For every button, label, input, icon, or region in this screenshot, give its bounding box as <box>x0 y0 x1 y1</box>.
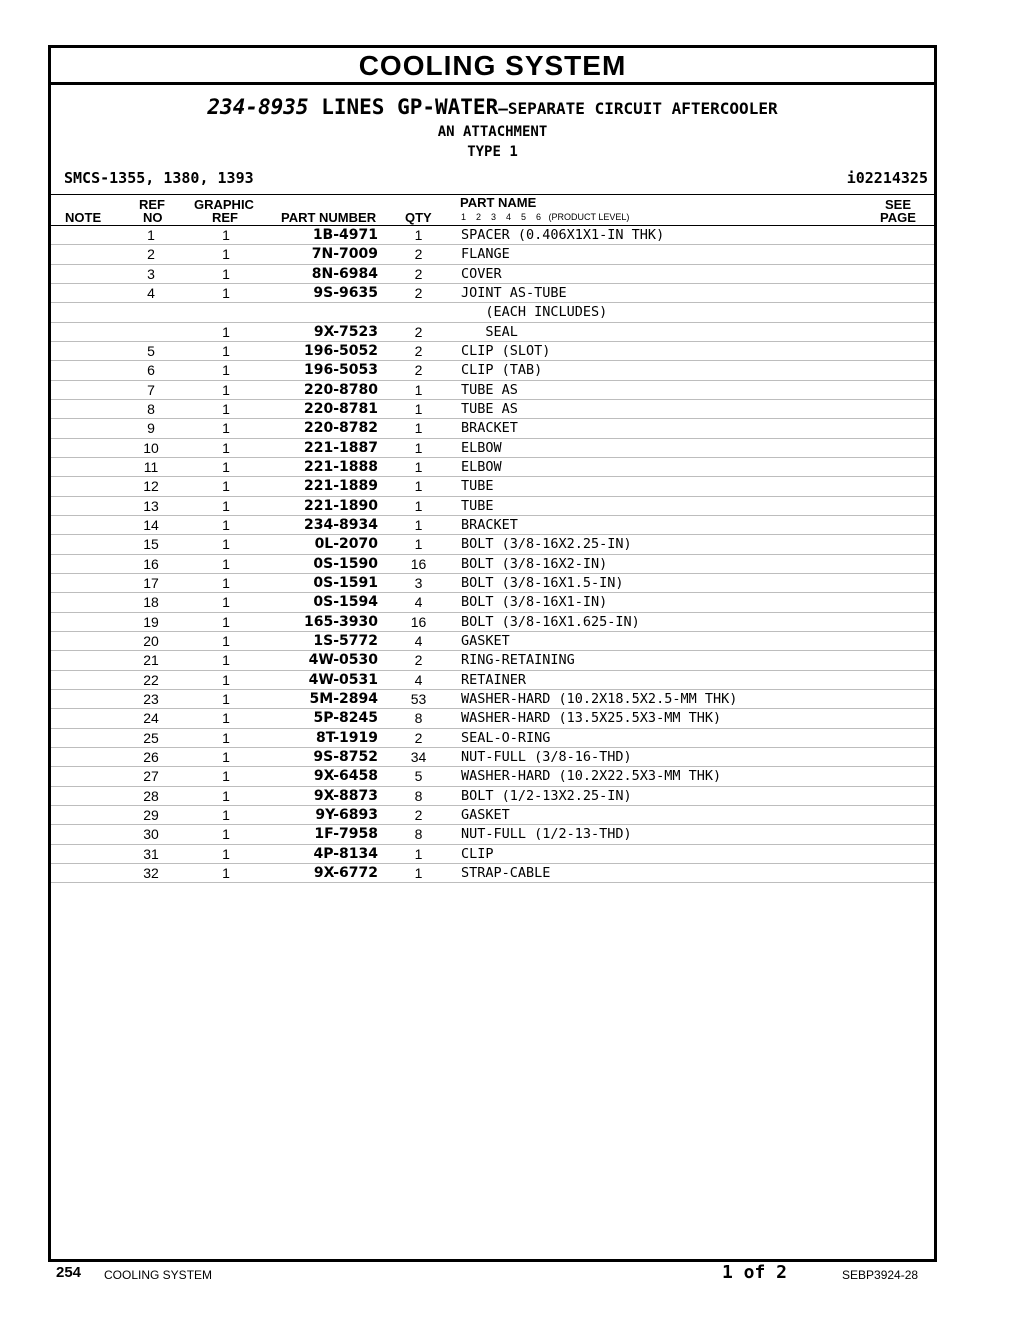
table-row <box>51 381 934 400</box>
table-row <box>51 748 934 767</box>
ref-no: 21 <box>143 652 159 669</box>
footer-sheet: 1 of 2 <box>722 1262 788 1283</box>
table-row <box>51 845 934 864</box>
part-number: 0S-1590 <box>313 555 378 572</box>
part-number: 221-1890 <box>304 497 378 514</box>
graphic-ref: 1 <box>222 381 230 398</box>
part-number: 8T-1919 <box>315 729 378 746</box>
col-graphic-bottom: REF <box>212 210 238 225</box>
part-name: CLIP <box>461 845 494 862</box>
qty: 1 <box>414 381 423 398</box>
qty: 2 <box>414 652 423 669</box>
part-number: 4W-0530 <box>308 652 378 669</box>
part-number: 221-1887 <box>304 439 378 456</box>
ref-no: 1 <box>147 227 155 243</box>
qty: 1 <box>414 400 423 417</box>
qty: 3 <box>414 574 423 591</box>
qty: 34 <box>410 748 427 765</box>
ref-no: 14 <box>143 516 159 533</box>
part-name: JOINT AS-TUBE <box>461 284 567 301</box>
part-number: 220-8780 <box>304 381 378 398</box>
qty: 8 <box>414 710 423 727</box>
qty: 2 <box>414 323 423 340</box>
part-name: TUBE AS <box>461 400 518 417</box>
qty: 4 <box>414 594 423 611</box>
part-number: 9S-8752 <box>313 748 378 765</box>
graphic-ref: 1 <box>222 342 230 359</box>
col-product-levels: 1 2 3 4 5 6 (PRODUCT LEVEL) <box>461 212 630 222</box>
part-number: 9X-7523 <box>313 323 378 340</box>
footer-document: SEBP3924-28 <box>842 1268 919 1282</box>
qty: 1 <box>414 497 423 514</box>
part-name: BRACKET <box>461 516 518 533</box>
section-title: COOLING SYSTEM <box>51 48 934 85</box>
ref-no: 8 <box>147 400 155 417</box>
qty: 2 <box>414 246 423 263</box>
part-name: GASKET <box>461 632 510 649</box>
qty: 16 <box>410 613 427 630</box>
part-name: WASHER-HARD (10.2X22.5X3-MM THK) <box>461 768 722 785</box>
col-ref-top: REF <box>139 197 165 212</box>
qty: 1 <box>414 516 423 533</box>
part-name: NUT-FULL (3/8-16-THD) <box>461 748 632 765</box>
page-frame <box>48 45 937 1262</box>
graphic-ref: 1 <box>222 787 230 804</box>
part-name: BOLT (1/2-13X2.25-IN) <box>461 787 632 804</box>
group-header <box>51 94 934 162</box>
part-number: 220-8781 <box>304 400 378 417</box>
part-name: TUBE <box>461 497 494 514</box>
part-name: RETAINER <box>461 671 527 688</box>
graphic-ref: 1 <box>222 323 230 340</box>
graphic-ref: 1 <box>222 768 230 785</box>
group-suffix: —SEPARATE CIRCUIT AFTERCOOLER <box>498 99 778 118</box>
ref-no: 29 <box>143 806 159 823</box>
part-name: FLANGE <box>461 246 510 263</box>
ref-no: 23 <box>143 690 159 707</box>
col-part-name: PART NAME <box>460 195 537 210</box>
col-note: NOTE <box>65 210 102 225</box>
group-line2: AN ATTACHMENT <box>437 124 548 140</box>
part-number: 221-1888 <box>304 458 378 475</box>
part-number: 221-1889 <box>304 478 378 495</box>
col-qty: QTY <box>405 210 432 225</box>
ref-no: 22 <box>143 671 159 688</box>
part-number: 196-5052 <box>304 342 378 359</box>
ref-no: 24 <box>143 710 159 727</box>
ref-no: 28 <box>143 787 159 804</box>
graphic-ref: 1 <box>222 516 230 533</box>
part-name: SEAL <box>461 323 518 340</box>
graphic-ref: 1 <box>222 864 230 881</box>
ref-no: 9 <box>147 420 155 437</box>
ref-no: 10 <box>143 439 159 456</box>
ref-no: 18 <box>143 594 159 611</box>
part-number: 220-8782 <box>304 420 378 437</box>
part-name: (EACH INCLUDES) <box>461 304 608 321</box>
qty: 2 <box>414 342 423 359</box>
ref-no: 25 <box>143 729 159 746</box>
col-see-bottom: PAGE <box>880 210 916 225</box>
table-row <box>51 477 934 496</box>
col-part-number: PART NUMBER <box>281 210 377 225</box>
graphic-ref: 1 <box>222 632 230 649</box>
group-title <box>51 94 934 122</box>
part-name: WASHER-HARD (13.5X25.5X3-MM THK) <box>461 710 722 727</box>
part-number: 9X-6772 <box>313 864 378 881</box>
graphic-ref: 1 <box>222 729 230 746</box>
qty: 16 <box>410 555 427 572</box>
qty: 1 <box>414 227 423 243</box>
qty: 4 <box>414 671 423 688</box>
ref-no: 12 <box>143 478 159 495</box>
ref-no: 26 <box>143 748 159 765</box>
qty: 1 <box>414 458 423 475</box>
graphic-ref: 1 <box>222 690 230 707</box>
ref-no: 17 <box>143 574 159 591</box>
table-row <box>51 497 934 516</box>
graphic-ref: 1 <box>222 748 230 765</box>
table-row <box>51 613 934 632</box>
ref-no: 5 <box>147 342 155 359</box>
qty: 1 <box>414 864 423 881</box>
qty: 2 <box>414 284 423 301</box>
part-name: TUBE <box>461 478 494 495</box>
part-number: 5P-8245 <box>313 710 378 727</box>
column-header <box>51 194 934 226</box>
part-name: BOLT (3/8-16X2.25-IN) <box>461 536 632 553</box>
part-number: 8N-6984 <box>311 265 378 282</box>
group-line3: TYPE 1 <box>467 144 518 160</box>
part-name: BOLT (3/8-16X2-IN) <box>461 555 608 572</box>
smcs-codes: SMCS-1355, 1380, 1393 <box>64 169 254 187</box>
graphic-ref: 1 <box>222 671 230 688</box>
table-row <box>51 284 934 303</box>
ref-no: 19 <box>143 613 159 630</box>
table-row <box>51 593 934 612</box>
graphic-ref: 1 <box>222 284 230 301</box>
part-name: SEAL-O-RING <box>461 729 551 746</box>
table-row <box>51 555 934 574</box>
graphic-ref: 1 <box>222 400 230 417</box>
table-row <box>51 439 934 458</box>
graphic-ref: 1 <box>222 478 230 495</box>
part-name: CLIP (TAB) <box>461 362 543 379</box>
ref-no: 3 <box>147 265 155 282</box>
qty: 53 <box>410 690 427 707</box>
part-name: SPACER (0.406X1X1-IN THK) <box>461 227 665 243</box>
part-number: 1F-7958 <box>314 826 378 843</box>
graphic-ref: 1 <box>222 227 230 243</box>
part-number: 196-5053 <box>304 362 378 379</box>
table-row <box>51 323 934 342</box>
col-ref-bottom: NO <box>143 210 163 225</box>
ref-no: 13 <box>143 497 159 514</box>
table-row <box>51 400 934 419</box>
qty: 1 <box>414 845 423 862</box>
part-name: BOLT (3/8-16X1.5-IN) <box>461 574 624 591</box>
graphic-ref: 1 <box>222 555 230 572</box>
table-row <box>51 574 934 593</box>
qty: 4 <box>414 632 423 649</box>
part-name: ELBOW <box>461 458 502 475</box>
qty: 1 <box>414 478 423 495</box>
part-name: NUT-FULL (1/2-13-THD) <box>461 826 632 843</box>
qty: 1 <box>414 536 423 553</box>
graphic-ref: 1 <box>222 246 230 263</box>
table-row <box>51 516 934 535</box>
graphic-ref: 1 <box>222 710 230 727</box>
table-row <box>51 806 934 825</box>
part-number: 0S-1594 <box>313 594 378 611</box>
table-row <box>51 671 934 690</box>
part-number: 9S-9635 <box>313 284 378 301</box>
ref-no: 31 <box>143 845 159 862</box>
table-row <box>51 690 934 709</box>
qty: 2 <box>414 729 423 746</box>
graphic-ref: 1 <box>222 420 230 437</box>
graphic-ref: 1 <box>222 439 230 456</box>
col-graphic-top: GRAPHIC <box>194 197 254 212</box>
graphic-ref: 1 <box>222 613 230 630</box>
part-number: 234-8934 <box>304 516 378 533</box>
ref-no: 4 <box>147 284 155 301</box>
part-number: 165-3930 <box>304 613 378 630</box>
part-number: 1S-5772 <box>313 632 378 649</box>
ref-no: 7 <box>147 381 155 398</box>
page-footer <box>0 1264 1020 1288</box>
table-row <box>51 419 934 438</box>
part-number: 7N-7009 <box>311 246 378 263</box>
table-row <box>51 767 934 786</box>
graphic-ref: 1 <box>222 574 230 591</box>
part-name: WASHER-HARD (10.2X18.5X2.5-MM THK) <box>461 690 738 707</box>
part-name: TUBE AS <box>461 381 518 398</box>
footer-page-number: 254 <box>56 1264 82 1281</box>
part-number: 0S-1591 <box>313 574 378 591</box>
ref-no: 20 <box>143 632 159 649</box>
table-row <box>51 825 934 844</box>
part-number: 4W-0531 <box>308 671 378 688</box>
ref-no: 16 <box>143 555 159 572</box>
part-number: 9Y-6893 <box>315 806 378 823</box>
ref-no: 2 <box>147 246 155 263</box>
table-row <box>51 535 934 554</box>
graphic-ref: 1 <box>222 362 230 379</box>
graphic-ref: 1 <box>222 536 230 553</box>
qty: 8 <box>414 787 423 804</box>
qty: 8 <box>414 826 423 843</box>
graphic-ref: 1 <box>222 265 230 282</box>
group-number: 234-8935 <box>207 95 309 119</box>
table-row <box>51 729 934 748</box>
qty: 2 <box>414 362 423 379</box>
part-name: RING-RETAINING <box>461 652 575 669</box>
group-name: LINES GP-WATER <box>321 95 499 119</box>
ref-no: 6 <box>147 362 155 379</box>
part-number: 1B-4971 <box>312 227 378 243</box>
graphic-ref: 1 <box>222 594 230 611</box>
part-number: 0L-2070 <box>314 536 378 553</box>
qty: 2 <box>414 265 423 282</box>
table-row <box>51 245 934 264</box>
graphic-ref: 1 <box>222 826 230 843</box>
part-number: 5M-2894 <box>309 690 378 707</box>
part-name: COVER <box>461 265 502 282</box>
qty: 1 <box>414 439 423 456</box>
table-row <box>51 651 934 670</box>
qty: 2 <box>414 806 423 823</box>
table-row <box>51 361 934 380</box>
col-see-top: SEE <box>885 197 912 212</box>
part-number: 9X-6458 <box>313 768 378 785</box>
graphic-ref: 1 <box>222 806 230 823</box>
table-row <box>51 709 934 728</box>
qty: 5 <box>414 768 423 785</box>
graphic-ref: 1 <box>222 497 230 514</box>
table-row <box>51 265 934 284</box>
table-row <box>51 342 934 361</box>
table-row <box>51 632 934 651</box>
part-name: GASKET <box>461 806 510 823</box>
ref-no: 30 <box>143 826 159 843</box>
ref-no: 27 <box>143 768 159 785</box>
table-row <box>51 303 934 322</box>
footer-section: COOLING SYSTEM <box>104 1268 213 1282</box>
table-row <box>51 787 934 806</box>
qty: 1 <box>414 420 423 437</box>
part-number: 4P-8134 <box>313 845 378 862</box>
table-row <box>51 458 934 477</box>
ref-no: 15 <box>143 536 159 553</box>
table-row <box>51 226 934 245</box>
part-name: BOLT (3/8-16X1-IN) <box>461 594 608 611</box>
graphic-ref: 1 <box>222 652 230 669</box>
ref-no: 32 <box>143 864 159 881</box>
part-number: 9X-8873 <box>313 787 378 804</box>
part-name: CLIP (SLOT) <box>461 342 551 359</box>
part-name: ELBOW <box>461 439 502 456</box>
graphic-ref: 1 <box>222 845 230 862</box>
parts-list <box>51 226 934 883</box>
table-row <box>51 864 934 883</box>
part-name: BRACKET <box>461 420 518 437</box>
part-name: BOLT (3/8-16X1.625-IN) <box>461 613 640 630</box>
document-id: i02214325 <box>846 169 928 187</box>
graphic-ref: 1 <box>222 458 230 475</box>
part-name: STRAP-CABLE <box>461 864 551 881</box>
ref-no: 11 <box>143 458 159 475</box>
